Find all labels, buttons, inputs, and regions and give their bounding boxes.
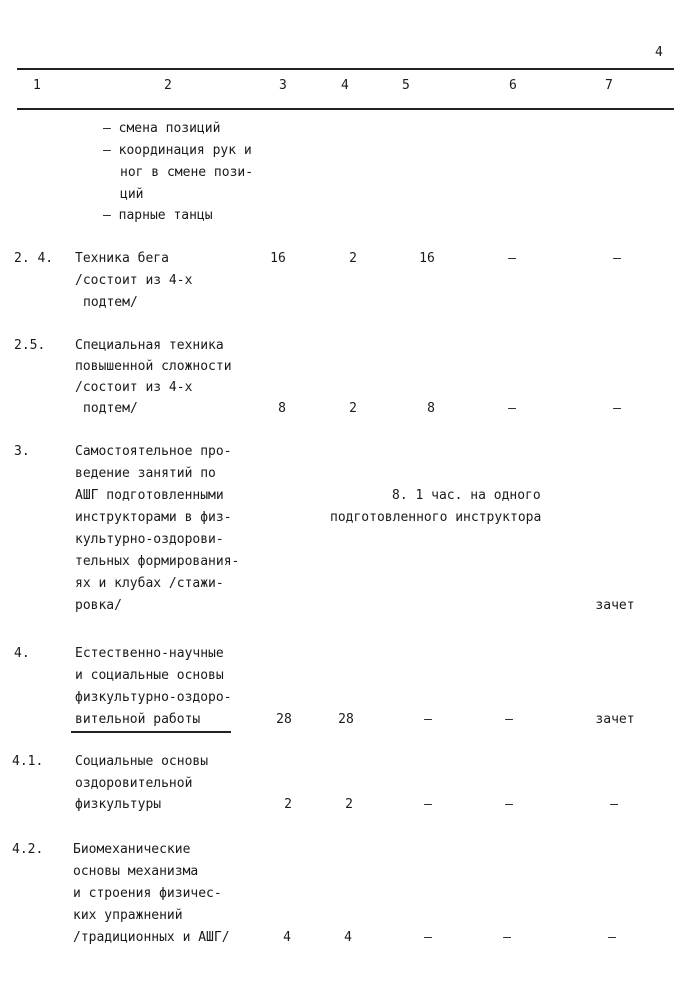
cell-col-5: 16: [419, 251, 435, 266]
note-line: 8. 1 час. на одного: [392, 488, 541, 503]
row-title-line: и строения физичес-: [73, 886, 222, 901]
cont-line: ций: [120, 187, 144, 202]
row-title-line: ях и клубах /стажи-: [75, 576, 224, 591]
row-title-line: подтем/: [83, 295, 138, 310]
row-number: 4.1.: [12, 754, 44, 769]
cell-col-7: зачет: [595, 598, 635, 613]
cell-col-6: –: [505, 712, 513, 727]
cell-col-7: –: [610, 797, 618, 812]
cell-col-5: –: [424, 930, 432, 945]
cell-col-4: 28: [338, 712, 354, 727]
cell-col-7: –: [608, 930, 616, 945]
header-top-rule: [17, 68, 674, 70]
col-6-header: 6: [509, 78, 517, 93]
cell-col-6: –: [503, 930, 511, 945]
cont-line: – координация рук и: [103, 143, 252, 158]
cell-col-7: зачет: [595, 712, 635, 727]
cell-col-4: 2: [345, 797, 353, 812]
col-1-header: 1: [33, 78, 41, 93]
row-title-line: тельных формирования-: [75, 554, 240, 569]
cell-col-3: 4: [283, 930, 291, 945]
row-title-line: физкультурно-оздоро-: [75, 690, 232, 705]
note-line: подготовленного инструктора: [330, 510, 542, 525]
row-title-line: Биомеханические: [73, 842, 191, 857]
row-title-line: повышенной сложности: [75, 359, 232, 374]
row-title-line: оздоровительной: [75, 776, 193, 791]
cell-col-6: –: [505, 797, 513, 812]
cell-col-5: –: [424, 797, 432, 812]
cell-col-7: –: [613, 401, 621, 416]
col-4-header: 4: [341, 78, 349, 93]
cont-line: ног в смене пози-: [120, 165, 254, 180]
row-number: 4.: [14, 646, 30, 661]
row-title-line: вительной работы: [75, 712, 201, 727]
row-title-line: /состоит из 4-х: [75, 380, 193, 395]
row-title-line: Специальная техника: [75, 338, 224, 353]
cell-col-6: –: [508, 251, 516, 266]
cell-col-5: 8: [427, 401, 435, 416]
cell-col-6: –: [508, 401, 516, 416]
cell-col-7: –: [613, 251, 621, 266]
cell-col-4: 2: [349, 401, 357, 416]
row-title-line: /традиционных и АШГ/: [73, 930, 230, 945]
cell-col-3: 2: [284, 797, 292, 812]
row-number: 4.2.: [12, 842, 44, 857]
row-title-line: Техника бега: [75, 251, 169, 266]
cell-col-4: 4: [344, 930, 352, 945]
cell-col-4: 2: [349, 251, 357, 266]
row-title-line: инструкторами в физ-: [75, 510, 232, 525]
row-title-line: ровка/: [75, 598, 122, 613]
cell-col-3: 8: [278, 401, 286, 416]
row-title-line: Самостоятельное про-: [75, 444, 232, 459]
row-title-line: ведение занятий по: [75, 466, 216, 481]
cell-col-5: –: [424, 712, 432, 727]
row-title-line: и социальные основы: [75, 668, 224, 683]
row-title-line: подтем/: [83, 401, 138, 416]
page-number: 4: [655, 45, 663, 60]
col-3-header: 3: [279, 78, 287, 93]
col-7-header: 7: [605, 78, 613, 93]
row-number: 3.: [14, 444, 30, 459]
row-4-underline: [71, 731, 231, 733]
row-title-line: ких упражнений: [73, 908, 183, 923]
cont-line: – парные танцы: [103, 208, 213, 223]
row-title-line: Социальные основы: [75, 754, 209, 769]
row-title-line: Естественно-научные: [75, 646, 224, 661]
row-title-line: физкультуры: [75, 797, 162, 812]
row-title-line: АШГ подготовленными: [75, 488, 224, 503]
col-2-header: 2: [164, 78, 172, 93]
cell-col-3: 16: [270, 251, 286, 266]
row-title-line: культурно-оздорови-: [75, 532, 224, 547]
cell-col-3: 28: [276, 712, 292, 727]
row-title-line: /состоит из 4-х: [75, 273, 193, 288]
cont-line: – смена позиций: [103, 121, 221, 136]
row-title-line: основы механизма: [73, 864, 199, 879]
row-number: 2. 4.: [14, 251, 54, 266]
header-bottom-rule: [17, 108, 674, 110]
col-5-header: 5: [402, 78, 410, 93]
row-number: 2.5.: [14, 338, 46, 353]
